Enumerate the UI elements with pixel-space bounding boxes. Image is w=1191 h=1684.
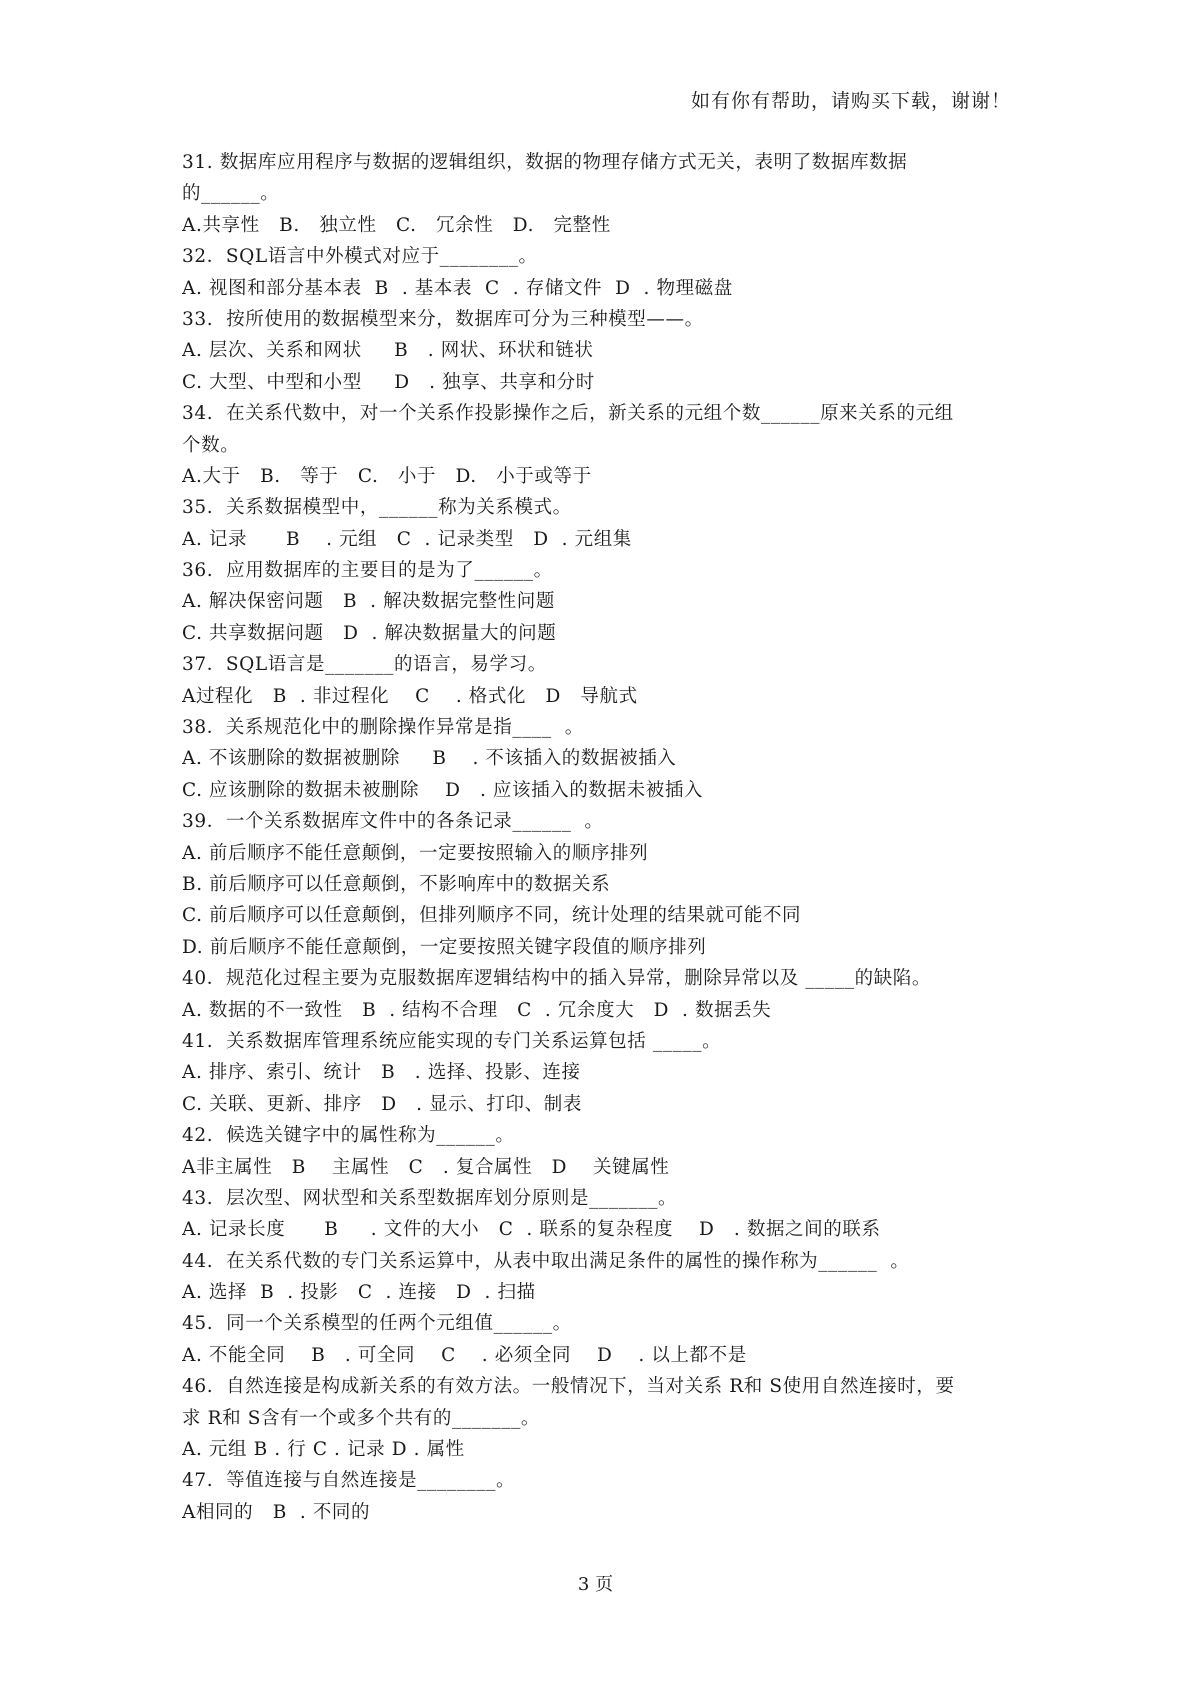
text-line: A. 不能全同 B . 可全同 C . 必须全同 D . 以上都不是 xyxy=(182,1344,747,1366)
text-line: C. 共享数据问题 D . 解决数据量大的问题 xyxy=(182,622,557,644)
text-line: A相同的 B . 不同的 xyxy=(182,1501,371,1523)
text-line: C. 前后顺序可以任意颠倒，但排列顺序不同，统计处理的结果就可能不同 xyxy=(182,905,802,927)
text-line: A.大于 B. 等于 C. 小于 D. 小于或等于 xyxy=(182,465,592,487)
text-line: 42. 候选关键字中的属性称为______。 xyxy=(182,1125,515,1147)
text-line: A. 不该删除的数据被删除 B . 不该插入的数据被插入 xyxy=(182,748,677,770)
text-line: A. 层次、关系和网状 B . 网状、环状和链状 xyxy=(182,340,594,362)
text-line: 33. 按所使用的数据模型来分，数据库可分为三种模型——。 xyxy=(182,308,704,330)
header-note: 如有你有帮助，请购买下载，谢谢！ xyxy=(690,90,1011,112)
question-list xyxy=(182,147,1020,1528)
text-line: 46. 自然连接是构成新关系的有效方法。一般情况下，当对关系 R和 S使用自然连接时，要 xyxy=(182,1376,955,1398)
text-line: 47. 等值连接与自然连接是________。 xyxy=(182,1470,516,1492)
text-line: 37．SQL语言是_______的语言，易学习。 xyxy=(182,654,547,676)
text-line: 40．规范化过程主要为克服数据库逻辑结构中的插入异常，删除异常以及 _____的缺陷。 xyxy=(182,968,931,990)
text-line: A. 记录 B . 元组 C . 记录类型 D . 元组集 xyxy=(182,528,632,550)
page-number: 3 页 xyxy=(577,1574,614,1595)
text-line: 32．SQL语言中外模式对应于________。 xyxy=(182,246,538,268)
text-line: A过程化 B . 非过程化 C . 格式化 D 导航式 xyxy=(182,685,638,707)
text-line: C. 应该删除的数据未被删除 D . 应该插入的数据未被插入 xyxy=(182,779,704,801)
text-line: A. 视图和部分基本表 B . 基本表 C . 存储文件 D . 物理磁盘 xyxy=(182,277,733,299)
text-line: A. 排序、索引、统计 B . 选择、投影、连接 xyxy=(182,1062,581,1084)
text-line: 41. 关系数据库管理系统应能实现的专门关系运算包括 _____。 xyxy=(182,1030,722,1052)
text-line: 36. 应用数据库的主要目的是为了______。 xyxy=(182,560,553,582)
text-line: 35. 关系数据模型中，______称为关系模式。 xyxy=(182,497,572,519)
text-line: A. 解决保密问题 B . 解决数据完整性问题 xyxy=(182,591,555,613)
text-line: 44. 在关系代数的专门关系运算中，从表中取出满足条件的属性的操作称为______ 。 xyxy=(182,1250,910,1272)
text-line: 38．关系规范化中的删除操作异常是指____ 。 xyxy=(182,717,584,739)
text-line: 39．一个关系数据库文件中的各条记录______ 。 xyxy=(182,811,604,833)
text-line: 的______。 xyxy=(182,183,280,205)
text-line: 43. 层次型、网状型和关系型数据库划分原则是_______。 xyxy=(182,1187,678,1209)
text-line: A. 数据的不一致性 B . 结构不合理 C . 冗余度大 D . 数据丢失 xyxy=(182,999,772,1021)
text-line: D. 前后顺序不能任意颠倒，一定要按照关键字段值的顺序排列 xyxy=(182,936,707,958)
text-line: C. 大型、中型和小型 D . 独享、共享和分时 xyxy=(182,371,595,393)
text-line: A. 记录长度 B . 文件的大小 C . 联系的复杂程度 D . 数据之间的联系 xyxy=(182,1219,881,1241)
text-line: A非主属性 B 主属性 C . 复合属性 D 关键属性 xyxy=(182,1156,670,1178)
text-line: 求 R和 S含有一个或多个共有的_______。 xyxy=(182,1407,541,1429)
text-line: B. 前后顺序可以任意颠倒，不影响库中的数据关系 xyxy=(182,873,611,895)
text-line: 45. 同一个关系模型的任两个元组值______。 xyxy=(182,1313,572,1335)
text-line: A. 前后顺序不能任意颠倒，一定要按照输入的顺序排列 xyxy=(182,842,649,864)
text-line: 个数。 xyxy=(182,434,240,456)
text-line: 34. 在关系代数中，对一个关系作投影操作之后，新关系的元组个数______原来关系的元组 xyxy=(182,403,954,425)
text-line: 31. 数据库应用程序与数据的逻辑组织，数据的物理存储方式无关，表明了数据库数据 xyxy=(182,152,908,173)
text-line: C. 关联、更新、排序 D . 显示、打印、制表 xyxy=(182,1093,582,1115)
text-line: A. 元组 B . 行 C . 记录 D . 属性 xyxy=(182,1439,465,1461)
text-line: A.共享性 B. 独立性 C. 冗余性 D. 完整性 xyxy=(182,214,611,236)
text-line: A. 选择 B . 投影 C . 连接 D . 扫描 xyxy=(182,1282,536,1304)
